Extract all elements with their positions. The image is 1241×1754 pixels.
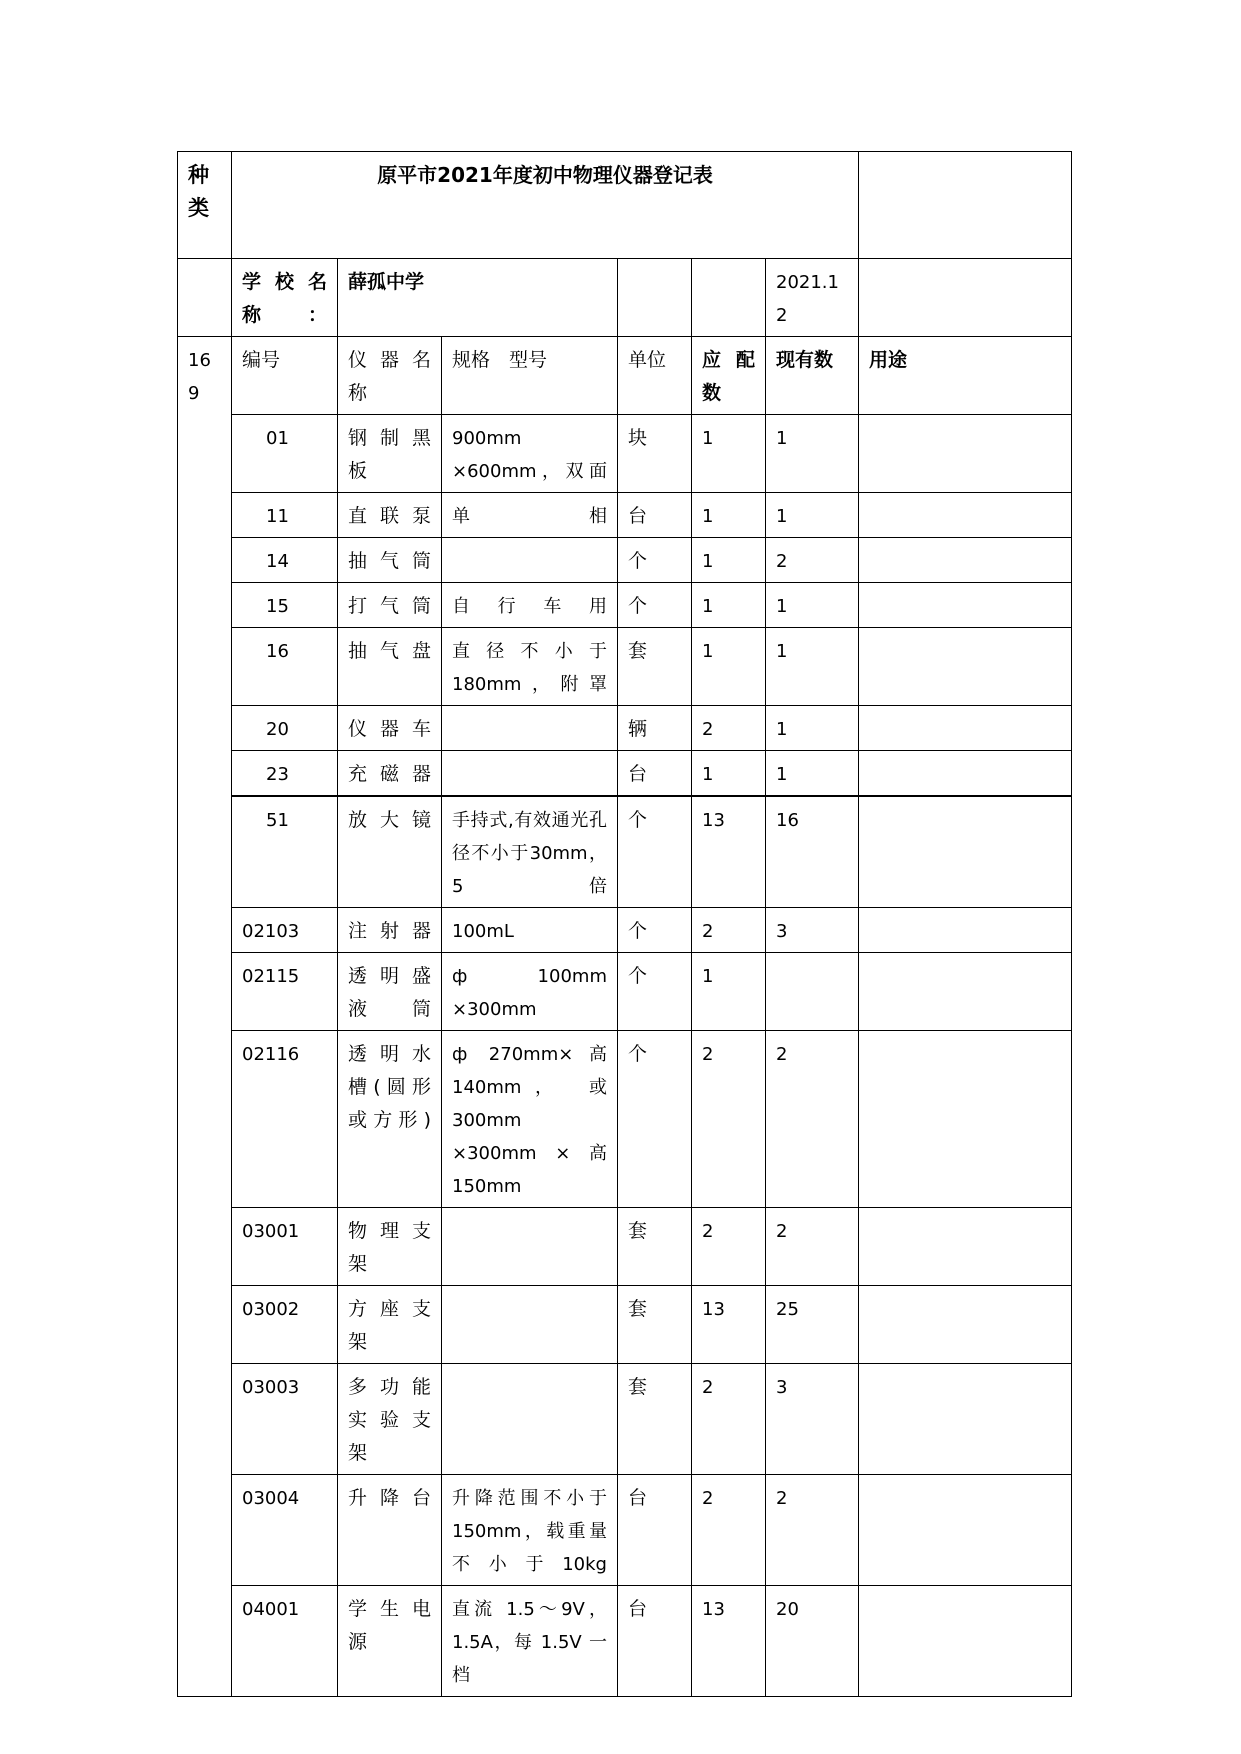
row-existing: 3 — [766, 908, 859, 953]
row-required: 2 — [692, 908, 766, 953]
table-row — [178, 706, 1072, 751]
row-name: 方 座 支架 — [338, 1286, 442, 1364]
row-existing: 1 — [766, 415, 859, 493]
header-usage: 用途 — [859, 337, 1072, 415]
table-row — [178, 493, 1072, 538]
row-usage — [859, 628, 1072, 706]
row-code: 03003 — [232, 1364, 338, 1475]
row-code: 02116 — [232, 1031, 338, 1208]
table-row — [178, 1475, 1072, 1586]
header-unit: 单位 — [618, 337, 692, 415]
category-count-cell — [178, 337, 232, 1697]
table-row — [178, 628, 1072, 706]
row-name: 多 功 能实 验 支架 — [338, 1364, 442, 1475]
row-code: 11 — [232, 493, 338, 538]
row-name: 钢 制 黑板 — [338, 415, 442, 493]
row-name: 抽气盘 — [338, 628, 442, 706]
row-unit: 套 — [618, 1208, 692, 1286]
row-name: 仪器车 — [338, 706, 442, 751]
row-usage — [859, 1475, 1072, 1586]
row-unit: 个 — [618, 1031, 692, 1208]
header-code: 编号 — [232, 337, 338, 415]
category-label-cell — [178, 152, 232, 259]
row-code: 51 — [232, 796, 338, 908]
row-unit: 辆 — [618, 706, 692, 751]
row-spec — [442, 706, 618, 751]
row-unit: 套 — [618, 628, 692, 706]
row-code: 01 — [232, 415, 338, 493]
header-name: 仪 器 名称 — [338, 337, 442, 415]
row-spec — [442, 1364, 618, 1475]
table-row — [178, 751, 1072, 797]
row-usage — [859, 953, 1072, 1031]
table-row — [178, 796, 1072, 908]
row-required: 1 — [692, 538, 766, 583]
row-usage — [859, 1586, 1072, 1697]
header-existing: 现有数 — [766, 337, 859, 415]
category-blank-cell — [178, 259, 232, 337]
row-unit: 块 — [618, 415, 692, 493]
row-code: 20 — [232, 706, 338, 751]
row-unit: 台 — [618, 493, 692, 538]
instrument-register-table — [177, 151, 1072, 1697]
row-usage — [859, 1208, 1072, 1286]
row-unit: 个 — [618, 953, 692, 1031]
row-spec — [442, 1286, 618, 1364]
row-unit: 个 — [618, 583, 692, 628]
row-code: 02103 — [232, 908, 338, 953]
row-name: 打气筒 — [338, 583, 442, 628]
row-required: 1 — [692, 493, 766, 538]
row-required: 2 — [692, 1208, 766, 1286]
row-code: 23 — [232, 751, 338, 797]
row-name: 放大镜 — [338, 796, 442, 908]
row-usage — [859, 493, 1072, 538]
register-date-text: 2021.12 — [776, 272, 839, 326]
row-existing: 1 — [766, 583, 859, 628]
row-existing: 1 — [766, 751, 859, 797]
row-name: 学 生 电源 — [338, 1586, 442, 1697]
row-code: 03001 — [232, 1208, 338, 1286]
row-usage — [859, 538, 1072, 583]
blank-cell — [859, 259, 1072, 337]
row-unit: 个 — [618, 538, 692, 583]
table-row — [178, 908, 1072, 953]
row-code: 02115 — [232, 953, 338, 1031]
row-unit: 个 — [618, 908, 692, 953]
row-spec: 直流 1.5～9V，1.5A，每 1.5V 一档 — [442, 1586, 618, 1697]
school-label: 学 校 名称： — [232, 259, 338, 337]
row-name: 物 理 支架 — [338, 1208, 442, 1286]
row-unit: 套 — [618, 1364, 692, 1475]
row-existing — [766, 953, 859, 1031]
row-existing: 25 — [766, 1286, 859, 1364]
row-required: 2 — [692, 706, 766, 751]
row-unit: 台 — [618, 1586, 692, 1697]
row-required: 13 — [692, 1286, 766, 1364]
table-row — [178, 1364, 1072, 1475]
row-spec: 900mm ×600mm，双面 — [442, 415, 618, 493]
row-name: 升降台 — [338, 1475, 442, 1586]
row-code: 04001 — [232, 1586, 338, 1697]
row-spec: ф 100mm ×300mm — [442, 953, 618, 1031]
table-row — [178, 538, 1072, 583]
header-spec: 规格 型号 — [442, 337, 618, 415]
row-required: 2 — [692, 1364, 766, 1475]
school-name: 薛孤中学 — [338, 259, 618, 337]
row-usage — [859, 1286, 1072, 1364]
row-code: 16 — [232, 628, 338, 706]
table-title: 原平市2021年度初中物理仪器登记表 — [232, 152, 859, 259]
row-required: 1 — [692, 751, 766, 797]
row-code: 14 — [232, 538, 338, 583]
row-unit: 套 — [618, 1286, 692, 1364]
row-usage — [859, 1364, 1072, 1475]
table-row — [178, 953, 1072, 1031]
table-row — [178, 583, 1072, 628]
row-usage — [859, 415, 1072, 493]
row-existing: 2 — [766, 1475, 859, 1586]
row-spec — [442, 751, 618, 797]
table-row — [178, 1031, 1072, 1208]
row-spec: 自行车用 — [442, 583, 618, 628]
row-usage — [859, 796, 1072, 908]
row-required: 13 — [692, 1586, 766, 1697]
row-spec — [442, 1208, 618, 1286]
row-name: 注射器 — [338, 908, 442, 953]
row-unit: 台 — [618, 1475, 692, 1586]
row-existing: 1 — [766, 706, 859, 751]
table-row — [178, 1286, 1072, 1364]
row-name: 充磁器 — [338, 751, 442, 797]
row-existing: 16 — [766, 796, 859, 908]
category-label: 种类 — [188, 163, 209, 220]
row-required: 1 — [692, 953, 766, 1031]
row-spec: 单相 — [442, 493, 618, 538]
row-spec: 升降范围不小于150mm，载重量不小于10kg — [442, 1475, 618, 1586]
row-usage — [859, 908, 1072, 953]
header-required: 应 配数 — [692, 337, 766, 415]
row-name: 透 明 盛液筒 — [338, 953, 442, 1031]
row-required: 1 — [692, 628, 766, 706]
category-count: 169 — [188, 350, 211, 404]
row-code: 03004 — [232, 1475, 338, 1586]
row-existing: 2 — [766, 1031, 859, 1208]
table-row — [178, 1586, 1072, 1697]
row-spec: ф 270mm×高140mm， 或300mm ×300mm × 高150mm — [442, 1031, 618, 1208]
row-usage — [859, 706, 1072, 751]
row-required: 1 — [692, 415, 766, 493]
row-required: 13 — [692, 796, 766, 908]
title-side-cell — [859, 152, 1072, 259]
row-usage — [859, 583, 1072, 628]
register-date — [766, 259, 859, 337]
row-existing: 2 — [766, 538, 859, 583]
row-name: 抽气筒 — [338, 538, 442, 583]
table-row — [178, 415, 1072, 493]
row-existing: 3 — [766, 1364, 859, 1475]
row-required: 1 — [692, 583, 766, 628]
row-unit: 台 — [618, 751, 692, 797]
row-usage — [859, 751, 1072, 797]
row-name: 透 明 水槽(圆形或方形) — [338, 1031, 442, 1208]
row-spec: 100mL — [442, 908, 618, 953]
row-spec: 手持式,有效通光孔径不小于30mm，5倍 — [442, 796, 618, 908]
row-code: 15 — [232, 583, 338, 628]
row-code: 03002 — [232, 1286, 338, 1364]
blank-cell — [618, 259, 692, 337]
row-spec — [442, 538, 618, 583]
row-existing: 1 — [766, 628, 859, 706]
row-name: 直联泵 — [338, 493, 442, 538]
row-required: 2 — [692, 1031, 766, 1208]
row-spec: 直 径 不 小 于180mm，附罩 — [442, 628, 618, 706]
row-existing: 20 — [766, 1586, 859, 1697]
row-required: 2 — [692, 1475, 766, 1586]
row-usage — [859, 1031, 1072, 1208]
row-unit: 个 — [618, 796, 692, 908]
row-existing: 2 — [766, 1208, 859, 1286]
table-row — [178, 1208, 1072, 1286]
row-existing: 1 — [766, 493, 859, 538]
blank-cell — [692, 259, 766, 337]
